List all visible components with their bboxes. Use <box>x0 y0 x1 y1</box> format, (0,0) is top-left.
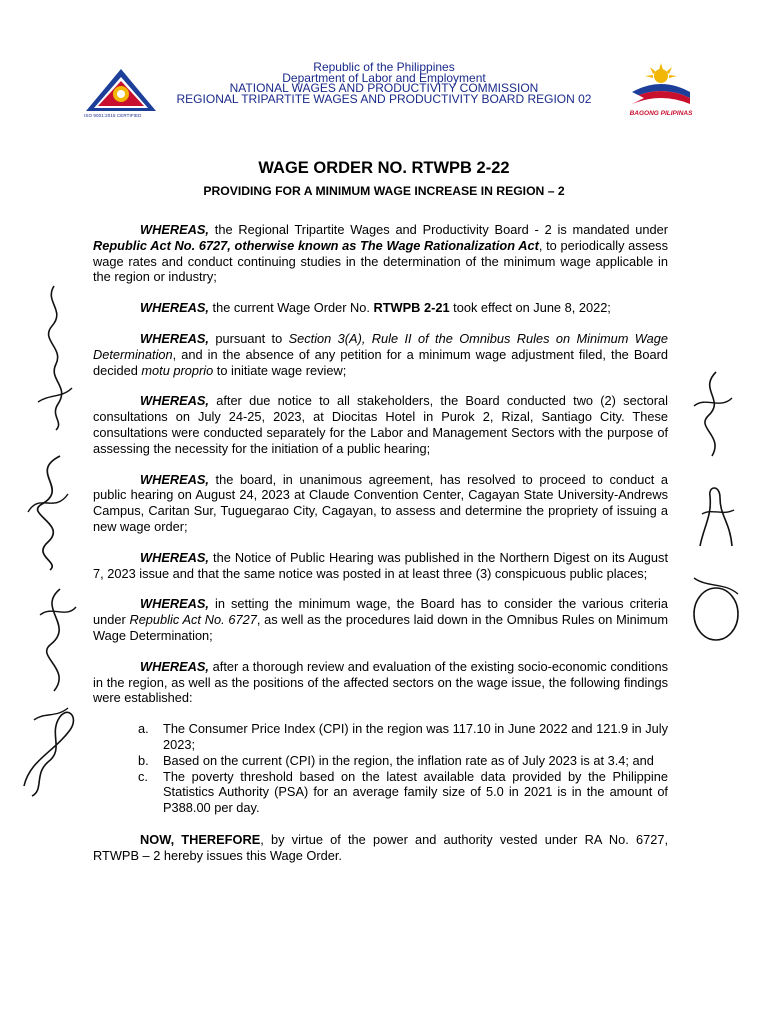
now-therefore-paragraph: NOW, THEREFORE, by virtue of the power and authority vested under RA No. 6727, RTWPB – 2 hereby issues this Wage Order. <box>93 831 668 863</box>
list-item: b. Based on the current (CPI) in the region, the inflation rate as of July 2023 is at 3.4; and <box>138 752 654 768</box>
whereas-paragraph-7: WHEREAS, in setting the minimum wage, the Board has to consider the various criteria under Republic Act No. 6727, as well as the procedures laid down in the Omnibus Rules on Minimum Wage Determination; <box>93 596 668 643</box>
whereas-paragraph-8: WHEREAS, after a thorough review and evaluation of the existing socio-economic conditions in the region, as well as the positions of the affected sectors on the wage issue, the following findings were established: <box>93 658 668 706</box>
bagong-pilipinas-emblem-icon <box>626 62 696 110</box>
signature-initial <box>30 585 82 695</box>
agency-line-2: Department of Labor and Employment <box>282 70 486 85</box>
signature-initial <box>690 476 740 556</box>
whereas-paragraph-2: WHEREAS, the current Wage Order No. RTWPB 2-21 took effect on June 8, 2022; <box>140 300 611 316</box>
findings-list <box>138 721 668 816</box>
whereas-paragraph-1: WHEREAS, the Regional Tripartite Wages and Productivity Board - 2 is mandated under Republic Act No. 6727, otherwise known as The Wage Rationalization Act, to periodically assess wage rates and conduct continuing studies in the determination of the minimum wage applicable in the region or industry; <box>93 222 668 285</box>
whereas-paragraph-5: WHEREAS, the board, in unanimous agreement, has resolved to proceed to conduct a public hearing on August 24, 2023 at Claude Convention Center, Cagayan State University-Andrews Campus, Caritan Sur, Tuguegarao City, Cagayan, to assess and determine the propriety of issuing a new wage order; <box>93 471 668 534</box>
signature-initial <box>686 366 740 466</box>
bagong-pilipinas-label: BAGONG PILIPINAS <box>629 110 693 117</box>
page-subtitle: PROVIDING FOR A MINIMUM WAGE INCREASE IN REGION – 2 <box>203 184 565 198</box>
agency-line-4: REGIONAL TRIPARTITE WAGES AND PRODUCTIVITY BOARD REGION 02 <box>176 91 592 106</box>
letterhead <box>0 62 768 122</box>
signature-initial <box>14 690 82 800</box>
signature-initial <box>26 282 78 432</box>
agency-block <box>152 62 616 104</box>
dole-logo <box>84 68 158 120</box>
document-body <box>93 222 668 879</box>
whereas-paragraph-6: WHEREAS, the Notice of Public Hearing was published in the Northern Digest on its August 7, 2023 issue and that the same notice was posted in at least three (3) conspicuous public places; <box>93 549 668 581</box>
whereas-paragraph-3: WHEREAS, pursuant to Section 3(A), Rule II of the Omnibus Rules on Minimum Wage Determination, and in the absence of any petition for a minimum wage adjustment filed, the Board decided motu proprio to initiate wage review; <box>93 330 668 378</box>
bagong-pilipinas-logo <box>626 62 696 120</box>
agency-line-3: NATIONAL WAGES AND PRODUCTIVITY COMMISSION <box>229 81 539 96</box>
agency-line-1: Republic of the Philippines <box>313 60 455 74</box>
list-item: a. The Consumer Price Index (CPI) in the region was 117.10 in June 2022 and 121.9 in July 2023; <box>138 721 668 752</box>
dole-triangle-icon <box>84 68 158 112</box>
list-item: c. The poverty threshold based on the latest available data provided by the Philippine Statistics Authority (PSA) for an average family size of 5.0 in 2021 is in the amount of P388.00 per day. <box>138 768 668 816</box>
signature-initial <box>20 452 78 572</box>
page-title: WAGE ORDER NO. RTWPB 2-22 <box>258 159 510 177</box>
iso-label: ISO 9001:2015 CERTIFIED <box>84 113 142 118</box>
signature-initial <box>684 568 746 652</box>
whereas-paragraph-4: WHEREAS, after due notice to all stakeholders, the Board conducted two (2) sectoral consultations on July 24-25, 2023, at Diocitas Hotel in Purok 2, Rizal, Santiago City. These consultations were conducted separately for the Labor and Management Sectors with the purpose of assessing the necessity for the initiation of a public hearing; <box>93 393 668 456</box>
